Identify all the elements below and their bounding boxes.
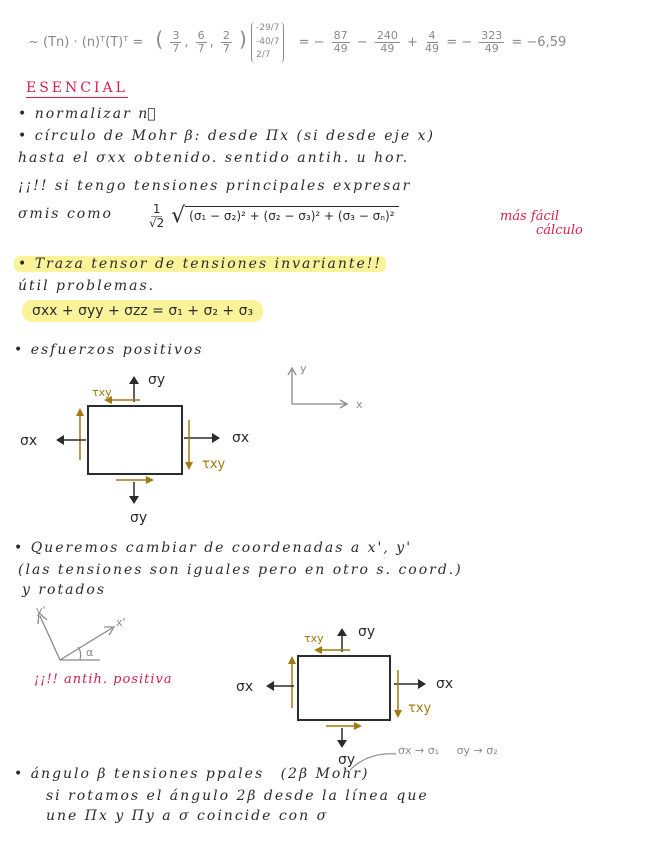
mapping-sigma-y: σy → σ₂ xyxy=(456,744,498,757)
bullet-trace-invariant: • Traza tensor de tensiones invariante!! xyxy=(14,256,386,272)
formula-result: = −6,59 xyxy=(511,34,567,50)
axis-y-label: y xyxy=(300,362,307,375)
sigma-x-left-label: σx xyxy=(20,433,38,449)
sigma-y-top-label: σy xyxy=(148,372,166,388)
vector-frac-1: $\frac{3}{7}$ xyxy=(172,29,180,55)
vector-frac-3: $\frac{2}{7}$ xyxy=(222,29,230,55)
antih-positive-note: ¡¡!! antih. positiva xyxy=(34,672,173,687)
term-4-sign: = − xyxy=(446,34,473,50)
d2-sigma-y-bottom: σy xyxy=(338,752,356,768)
xy-axes-sketch xyxy=(280,358,370,418)
principal-mapping xyxy=(398,744,498,757)
term-1-sign: − xyxy=(313,34,325,50)
bullet-principal-angle-cont: si rotamos el ángulo 2β desde la línea que xyxy=(46,788,429,804)
bullet-principal-angle: • ángulo β tensiones ppales (2β Mohr) xyxy=(14,766,370,782)
invariant-equation: σxx + σyy + σzz = σ₁ + σ₂ + σ₃ xyxy=(22,303,263,319)
von-mises-line xyxy=(18,206,113,222)
warning-principal-stresses: ¡¡!! si tengo tensiones principales expresar xyxy=(18,178,412,194)
rotated-axes-sketch xyxy=(20,600,150,670)
mohr-2beta-note: (2β Mohr) xyxy=(280,766,370,782)
d2-tau-top: τxy xyxy=(304,632,324,645)
bullet-mohr-circle: • círculo de Mohr β: desde Πx (si desde eje x) xyxy=(18,128,435,144)
term-4-frac: $\frac{323}{49}$ xyxy=(481,29,503,55)
term-1-frac: $\frac{87}{49}$ xyxy=(333,29,348,55)
von-mises-formula: $\frac{1}{√2}$ √ (σ₁ − σ₂)² + (σ₂ − σ₃)² + (σ₃ − σₙ)² xyxy=(146,203,399,229)
d2-sigma-y-top: σy xyxy=(358,624,376,640)
bullet-principal-angle-cont2: une Πx y Πy a σ coincide con σ xyxy=(46,808,329,824)
stress-element-diagram xyxy=(0,360,280,530)
d2-sigma-x-right: σx xyxy=(436,676,454,692)
axis-x-prime-label: x' xyxy=(116,616,126,629)
d2-sigma-x-left: σx xyxy=(236,679,254,695)
axis-x-label: x xyxy=(356,398,363,411)
header-formula: ~ (Tn) · (n)ᵀ(T)ᵀ = ( $\frac{3}{7}$ , $\frac{6}{7}$ , $\frac{2}{7}$ ) -29/7 -40/7 2/7 = − $\frac{87}{49}$ − $\frac{240}{49}$ + $\frac{4}{49}$ = − $\frac{323}{49}$ = −6,59 xyxy=(28,22,566,63)
bullet-mohr-circle-cont: hasta el σxx obtenido. sentido antih. u hor. xyxy=(18,150,410,166)
element-square-2 xyxy=(298,656,390,720)
section-heading: ESENCIAL xyxy=(26,80,128,96)
easier-calc-note: más fácil cálculo xyxy=(500,209,583,238)
angle-label: α xyxy=(86,646,94,659)
tau-top-label: τxy xyxy=(92,386,112,399)
term-3-sign: + xyxy=(407,34,418,50)
bullet-positive-stresses: • esfuerzos positivos xyxy=(14,342,204,358)
sigma-x-right-label: σx xyxy=(232,430,250,446)
matrix-column: -29/7 -40/7 2/7 xyxy=(251,22,284,63)
term-2-frac: $\frac{240}{49}$ xyxy=(376,29,398,55)
bullet-change-coords-cont: (las tensiones son iguales pero en otro s. coord.) xyxy=(18,562,463,578)
sigma-y-bottom-label: σy xyxy=(130,510,148,526)
mapping-sigma-x: σx → σ₁ xyxy=(398,744,440,757)
bullet-change-coords: • Queremos cambiar de coordenadas a x', y' xyxy=(14,540,413,556)
tau-right-label: τxy xyxy=(202,457,226,472)
bullet-normalize: • normalizar n⃗ xyxy=(18,106,158,122)
vector-frac-2: $\frac{6}{7}$ xyxy=(197,29,205,55)
von-mises-label: σmis como xyxy=(18,206,113,222)
term-2-sign: − xyxy=(356,34,368,50)
bullet-trace-cont: útil problemas. xyxy=(18,278,156,294)
element-square xyxy=(88,406,182,474)
axis-y-prime-label: y' xyxy=(36,604,46,617)
term-3-frac: $\frac{4}{49}$ xyxy=(425,29,440,55)
formula-lhs: ~ (Tn) · (n)ᵀ(T)ᵀ = xyxy=(28,34,144,50)
bullet-change-coords-cont2: y rotados xyxy=(22,582,107,598)
d2-tau-right: τxy xyxy=(408,701,432,716)
